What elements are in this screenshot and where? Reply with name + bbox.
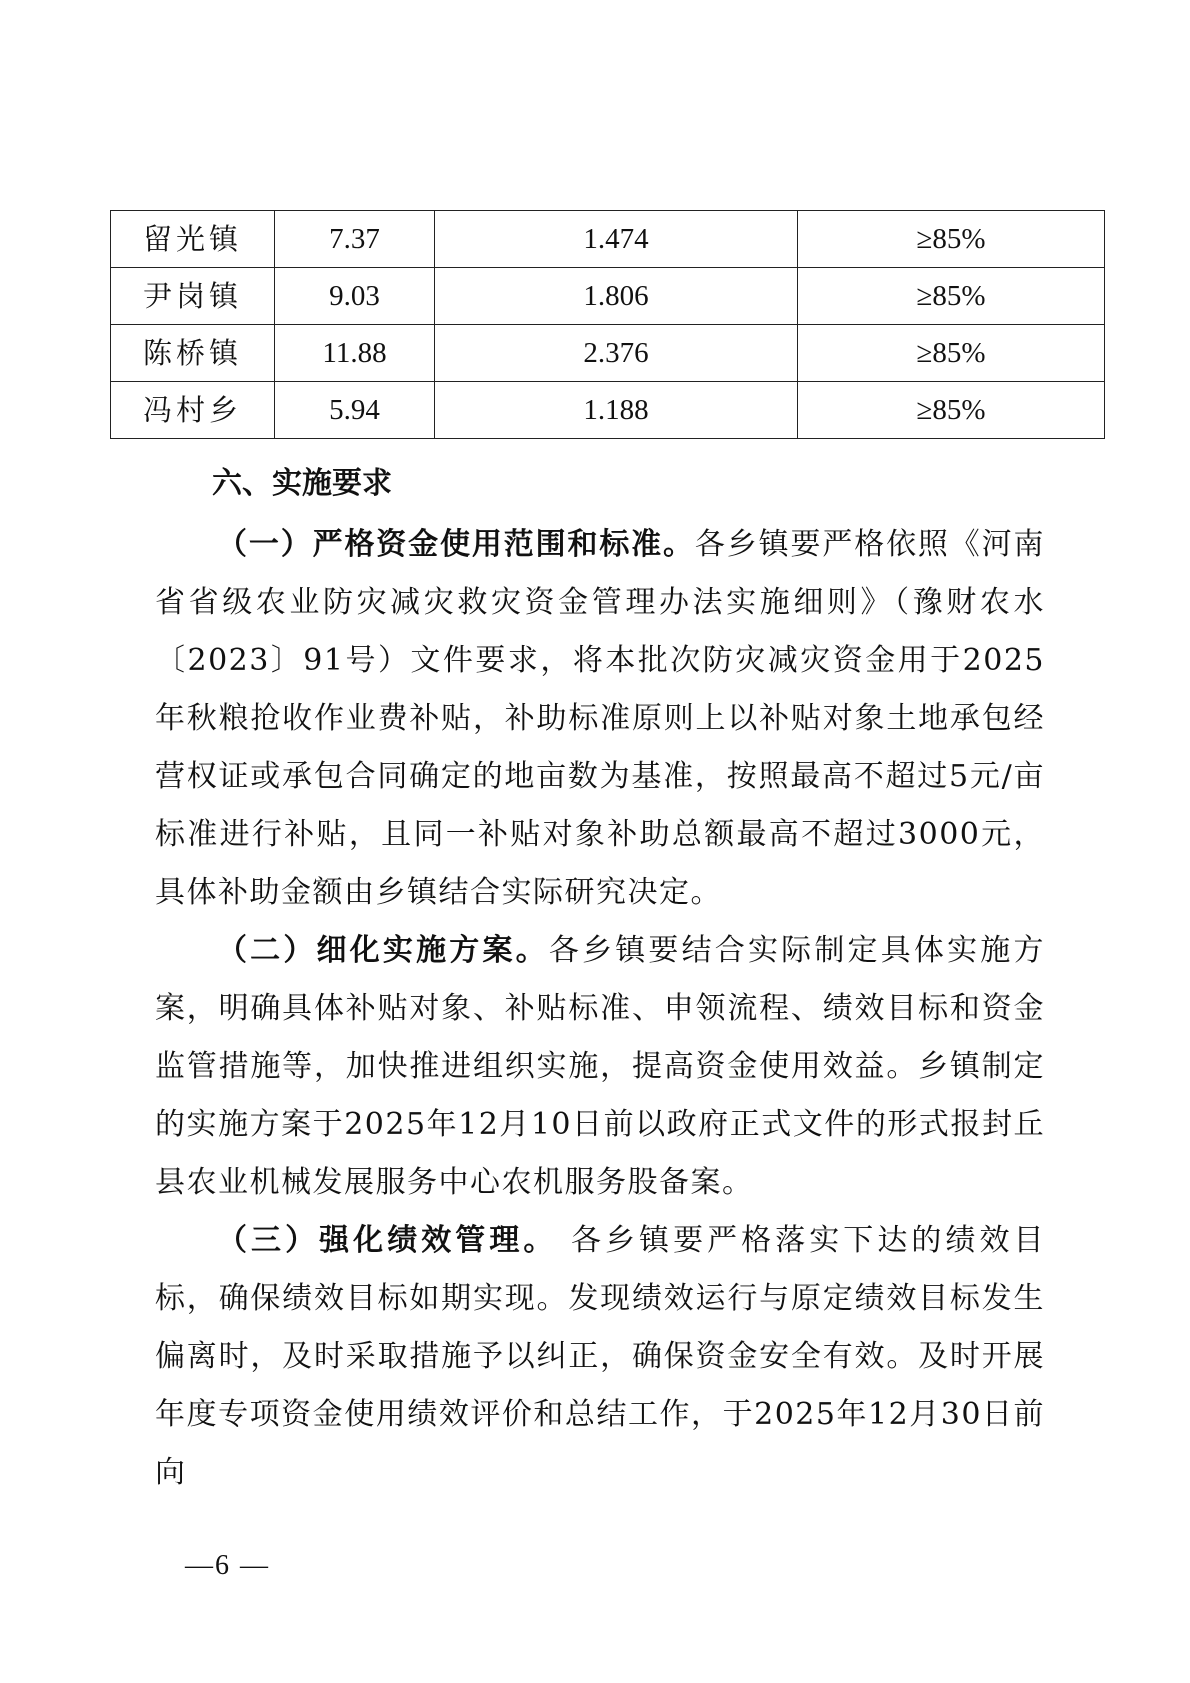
value-cell: 1.188 [435, 382, 798, 439]
paragraph-3 [155, 1212, 1045, 1502]
table-row [111, 268, 1105, 325]
data-table-container [110, 210, 1100, 439]
paragraph-text: 各乡镇要严格落实下达的绩效目标，确保绩效目标如期实现。发现绩效运行与原定绩效目标发生偏离时，及时采取措施予以纠正，确保资金安全有效。及时开展年度专项资金使用绩效评价和总结工作，于2025年12月30日前向 [155, 1223, 1045, 1490]
paragraph-lead: （一）严格资金使用范围和标准。 [217, 527, 695, 562]
paragraph-text: 各乡镇要结合实际制定具体实施方案，明确具体补贴对象、补贴标准、申领流程、绩效目标和资金监管措施等，加快推进组织实施，提高资金使用效益。乡镇制定的实施方案于2025年12月10日前以政府正式文件的形式报封丘县农业机械发展服务中心农机服务股备案。 [155, 933, 1045, 1200]
town-cell: 尹岗镇 [111, 268, 275, 325]
value-cell: 11.88 [275, 325, 435, 382]
paragraph-lead: （二）细化实施方案。 [217, 933, 549, 968]
town-cell: 冯村乡 [111, 382, 275, 439]
document-body [155, 452, 1045, 1502]
value-cell: 5.94 [275, 382, 435, 439]
value-cell: 1.806 [435, 268, 798, 325]
table-row [111, 382, 1105, 439]
value-cell: 1.474 [435, 211, 798, 268]
section-heading: 六、实施要求 [212, 466, 392, 501]
paragraph-2 [155, 922, 1045, 1212]
value-cell: 7.37 [275, 211, 435, 268]
target-cell: ≥85% [798, 268, 1105, 325]
target-cell: ≥85% [798, 211, 1105, 268]
town-cell: 陈桥镇 [111, 325, 275, 382]
target-cell: ≥85% [798, 382, 1105, 439]
paragraph-lead: （三）强化绩效管理。 [217, 1223, 558, 1258]
page-number: —6 — [185, 1550, 270, 1581]
town-cell: 留光镇 [111, 211, 275, 268]
target-cell: ≥85% [798, 325, 1105, 382]
table-row [111, 325, 1105, 382]
table-row [111, 211, 1105, 268]
paragraph-1 [155, 516, 1045, 922]
value-cell: 9.03 [275, 268, 435, 325]
value-cell: 2.376 [435, 325, 798, 382]
paragraph-text: 各乡镇要严格依照《河南省省级农业防灾减灾救灾资金管理办法实施细则》（豫财农水〔2023〕91号）文件要求，将本批次防灾减灾资金用于2025年秋粮抢收作业费补贴，补助标准原则上以补贴对象土地承包经营权证或承包合同确定的地亩数为基准，按照最高不超过5元/亩标准进行补贴，且同一补贴对象补助总额最高不超过3000元，具体补助金额由乡镇结合实际研究决定。 [155, 527, 1046, 910]
data-table [110, 210, 1105, 439]
